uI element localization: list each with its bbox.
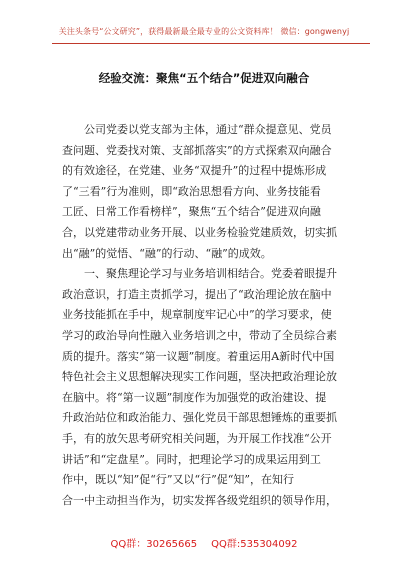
text-line: 讲话”和“定盘星”。同时，把理论学习的成果运用到工 <box>62 452 321 466</box>
text-line: 业务技能抓在手中，规章制度牢记心中”的学习要求，使 <box>62 308 332 322</box>
footer-contact <box>0 535 408 550</box>
text-line: 合，以党建带动业务开展、以业务检验党建质效，切实抓 <box>62 225 337 239</box>
text-line: 质的提升。落实“第一议题”制度。着重运用A新时代中国 <box>62 349 335 363</box>
document-title: 经验交流：聚焦“五个结合”促进双向融合 <box>98 71 310 85</box>
paragraph-1 <box>62 120 352 264</box>
qq-group-1: QQ群：30265665 <box>110 539 198 550</box>
text-line: 升政治站位和政治能力、强化党员干部思想锤炼的重要抓 <box>62 411 337 425</box>
header-banner: 关注头条号“公文研究”，获得最新最全最专业的公文资料库！ 微信：gongwenyj <box>58 27 350 36</box>
text-line: 合一中主动担当作为，切实发挥各级党组织的领导作用， <box>62 493 337 507</box>
text-line: 了“三看”行为准则，即“政治思想看方向、业务技能看 <box>62 184 321 198</box>
text-line: 作中，既以“知”促“行”又以“行”促“知”，在知行 <box>62 473 294 487</box>
text-line: 一、聚焦理论学习与业务培训相结合。党委着眼提升 <box>84 267 337 281</box>
qq-group-2: QQ群:535304092 <box>211 539 298 550</box>
text-line: 手，有的放矢思考研究相关问题，为开展工作找准“公开 <box>62 431 332 445</box>
text-line: 工匠、日常工作看榜样”，聚焦“五个结合”促进双向融 <box>62 205 321 219</box>
paragraph-2 <box>62 264 352 511</box>
text-line: 公司党委以党支部为主体，通过“群众提意见、党员 <box>84 123 332 136</box>
text-line: 特色社会主义思想解决现实工作问题，坚决把政治理论放 <box>62 370 337 384</box>
text-line: 的有效途径，在党建、业务“双提升”的过程中提炼形成 <box>62 164 327 178</box>
text-line: 出“融”的觉悟、“融”的行动、“融”的成效。 <box>62 246 272 260</box>
text-line: 政治意识，打造主责抓学习，提出了“政治理论放在脑中 <box>62 287 332 301</box>
text-line: 学习的政治导向性融入业务培训之中，带动了全员综合素 <box>62 328 337 342</box>
text-line: 查问题、党委找对策、支部抓落实”的方式探索双向融合 <box>62 143 332 157</box>
text-line: 在脑中。将“第一议题”制度作为加强党的政治建设、提 <box>62 390 327 404</box>
document-body <box>62 120 352 511</box>
header-divider <box>52 43 370 44</box>
